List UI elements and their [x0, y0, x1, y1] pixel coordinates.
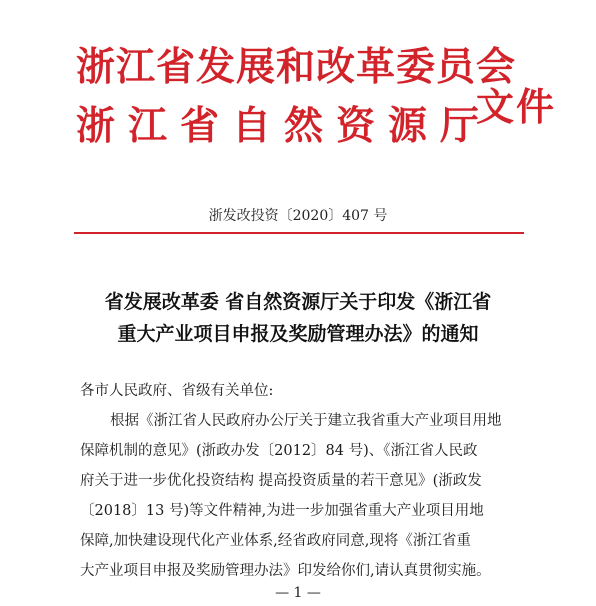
- body-line: 保障,加快建设现代化产业体系,经省政府同意,现将《浙江省重: [80, 533, 471, 549]
- issuer-header: [76, 38, 516, 156]
- body-line: 保障机制的意见》(浙政办发〔2012〕84 号)、《浙江省人民政: [80, 443, 478, 459]
- page-number: — 1 —: [275, 585, 321, 601]
- document-label: 文件: [476, 84, 557, 129]
- title-line-1: 省发展改革委 省自然资源厅关于印发《浙江省: [104, 291, 492, 313]
- body-line: 根据《浙江省人民政府办公厅关于建立我省重大产业项目用地: [110, 413, 502, 429]
- document-title: [0, 286, 596, 350]
- salutation: 各市人民政府、省级有关单位:: [80, 383, 274, 399]
- red-divider-line: [74, 232, 524, 234]
- document-body: [80, 376, 524, 586]
- title-line-2: 重大产业项目申报及奖励管理办法》的通知: [117, 323, 479, 345]
- body-paragraph: [80, 406, 524, 586]
- body-line: 大产业项目申报及奖励管理办法》印发给你们,请认真贯彻实施。: [80, 563, 491, 579]
- body-line: 〔2018〕13 号)等文件精神,为进一步加强省重大产业项目用地: [80, 503, 484, 519]
- body-line: 府关于进一步优化投资结构 提高投资质量的若干意见》(浙政发: [80, 473, 482, 489]
- document-number: 浙发改投资〔2020〕407 号: [208, 208, 388, 224]
- issuer-name-1: 浙江省发展和改革委员会: [76, 44, 517, 90]
- issuer-name-2: 浙江省自然资源厅: [76, 103, 493, 149]
